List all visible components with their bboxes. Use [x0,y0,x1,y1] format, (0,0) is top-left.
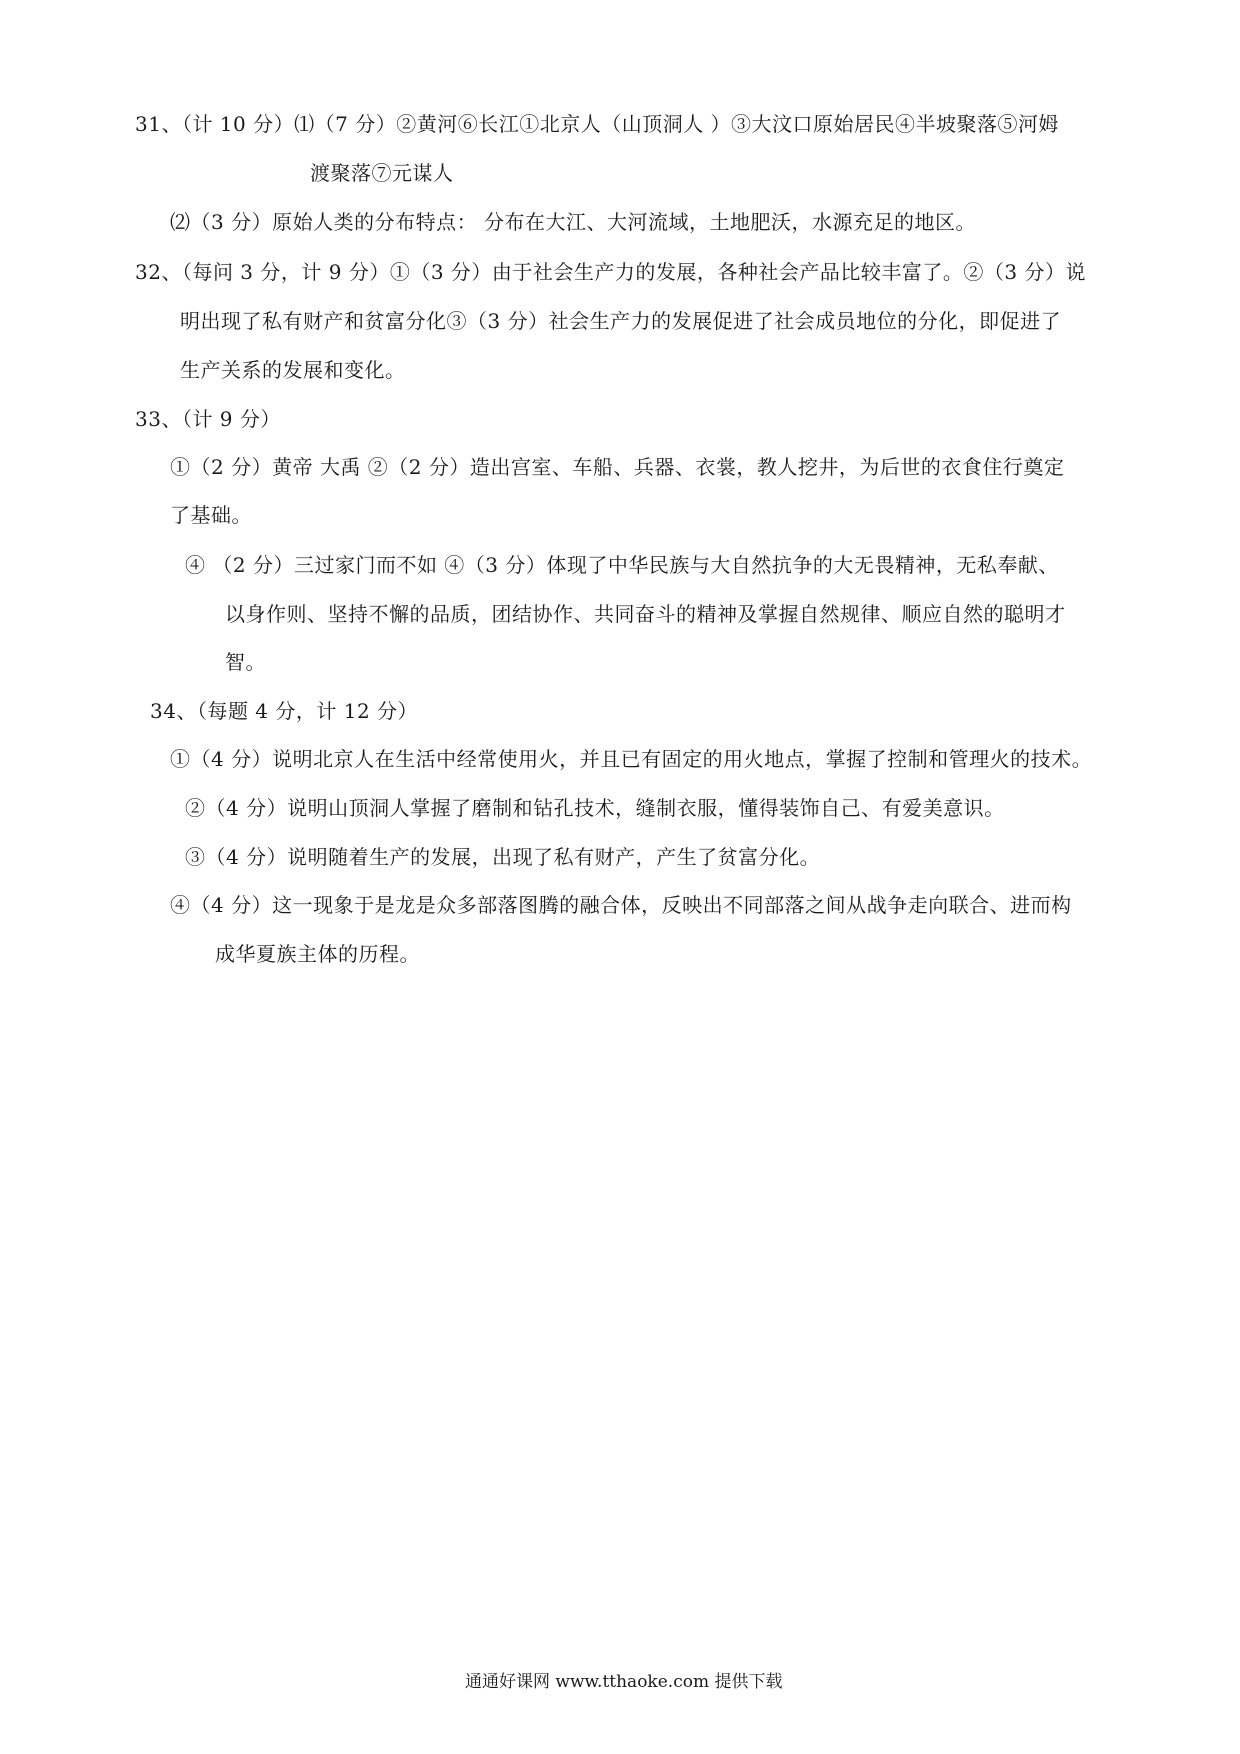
page-footer: 通通好课网 www.tthaoke.com 提供下载 [465,1672,783,1692]
q31-line-3: ⑵（3 分）原始人类的分布特点： 分布在大江、大河流域，土地肥沃，水源充足的地区。 [170,210,976,234]
q33-line-3: ④ （2 分）三过家门而不如 ④（3 分）体现了中华民族与大自然抗争的大无畏精神，无私奉献、 [185,553,1059,577]
q31-line-1: 31、（计 10 分）⑴（7 分）②黄河⑥长江①北京人（山顶洞人 ）③大汶口原始居民④半坡聚落⑤河姆 [135,112,1060,136]
q34-line-2: ②（4 分）说明山顶洞人掌握了磨制和钻孔技术，缝制衣服，懂得装饰自己、有爱美意识。 [185,796,1005,820]
q32-line-3: 生产关系的发展和变化。 [180,358,406,382]
q33-line-2: 了基础。 [170,503,252,527]
q33-line-1: ①（2 分）黄帝 大禹 ②（2 分）造出宫室、车船、兵器、衣裳，教人挖井，为后世的衣食住行奠定 [170,455,1065,479]
q34-line-3: ③（4 分）说明随着生产的发展，出现了私有财产，产生了贫富分化。 [185,845,821,869]
q33-line-5: 智。 [225,650,266,674]
q34-line-5: 成华夏族主体的历程。 [215,942,420,966]
q33-line-4: 以身作则、坚持不懈的品质，团结协作、共同奋斗的精神及掌握自然规律、顺应自然的聪明才 [225,602,1066,626]
q31-line-2: 渡聚落⑦元谋人 [310,161,454,185]
q33-heading: 33、（计 9 分） [135,407,281,431]
q34-line-4: ④（4 分）这一现象于是龙是众多部落图腾的融合体，反映出不同部落之间从战争走向联合、进而构 [170,893,1072,917]
q34-heading: 34、（每题 4 分，计 12 分） [150,699,419,723]
q34-line-1: ①（4 分）说明北京人在生活中经常使用火，并且已有固定的用火地点，掌握了控制和管理火的技术。 [170,747,1093,771]
q32-line-2: 明出现了私有财产和贫富分化③（3 分）社会生产力的发展促进了社会成员地位的分化，即促进了 [180,309,1062,333]
q32-line-1: 32、（每问 3 分，计 9 分）①（3 分）由于社会生产力的发展，各种社会产品比较丰富了。②（3 分）说 [135,260,1086,284]
